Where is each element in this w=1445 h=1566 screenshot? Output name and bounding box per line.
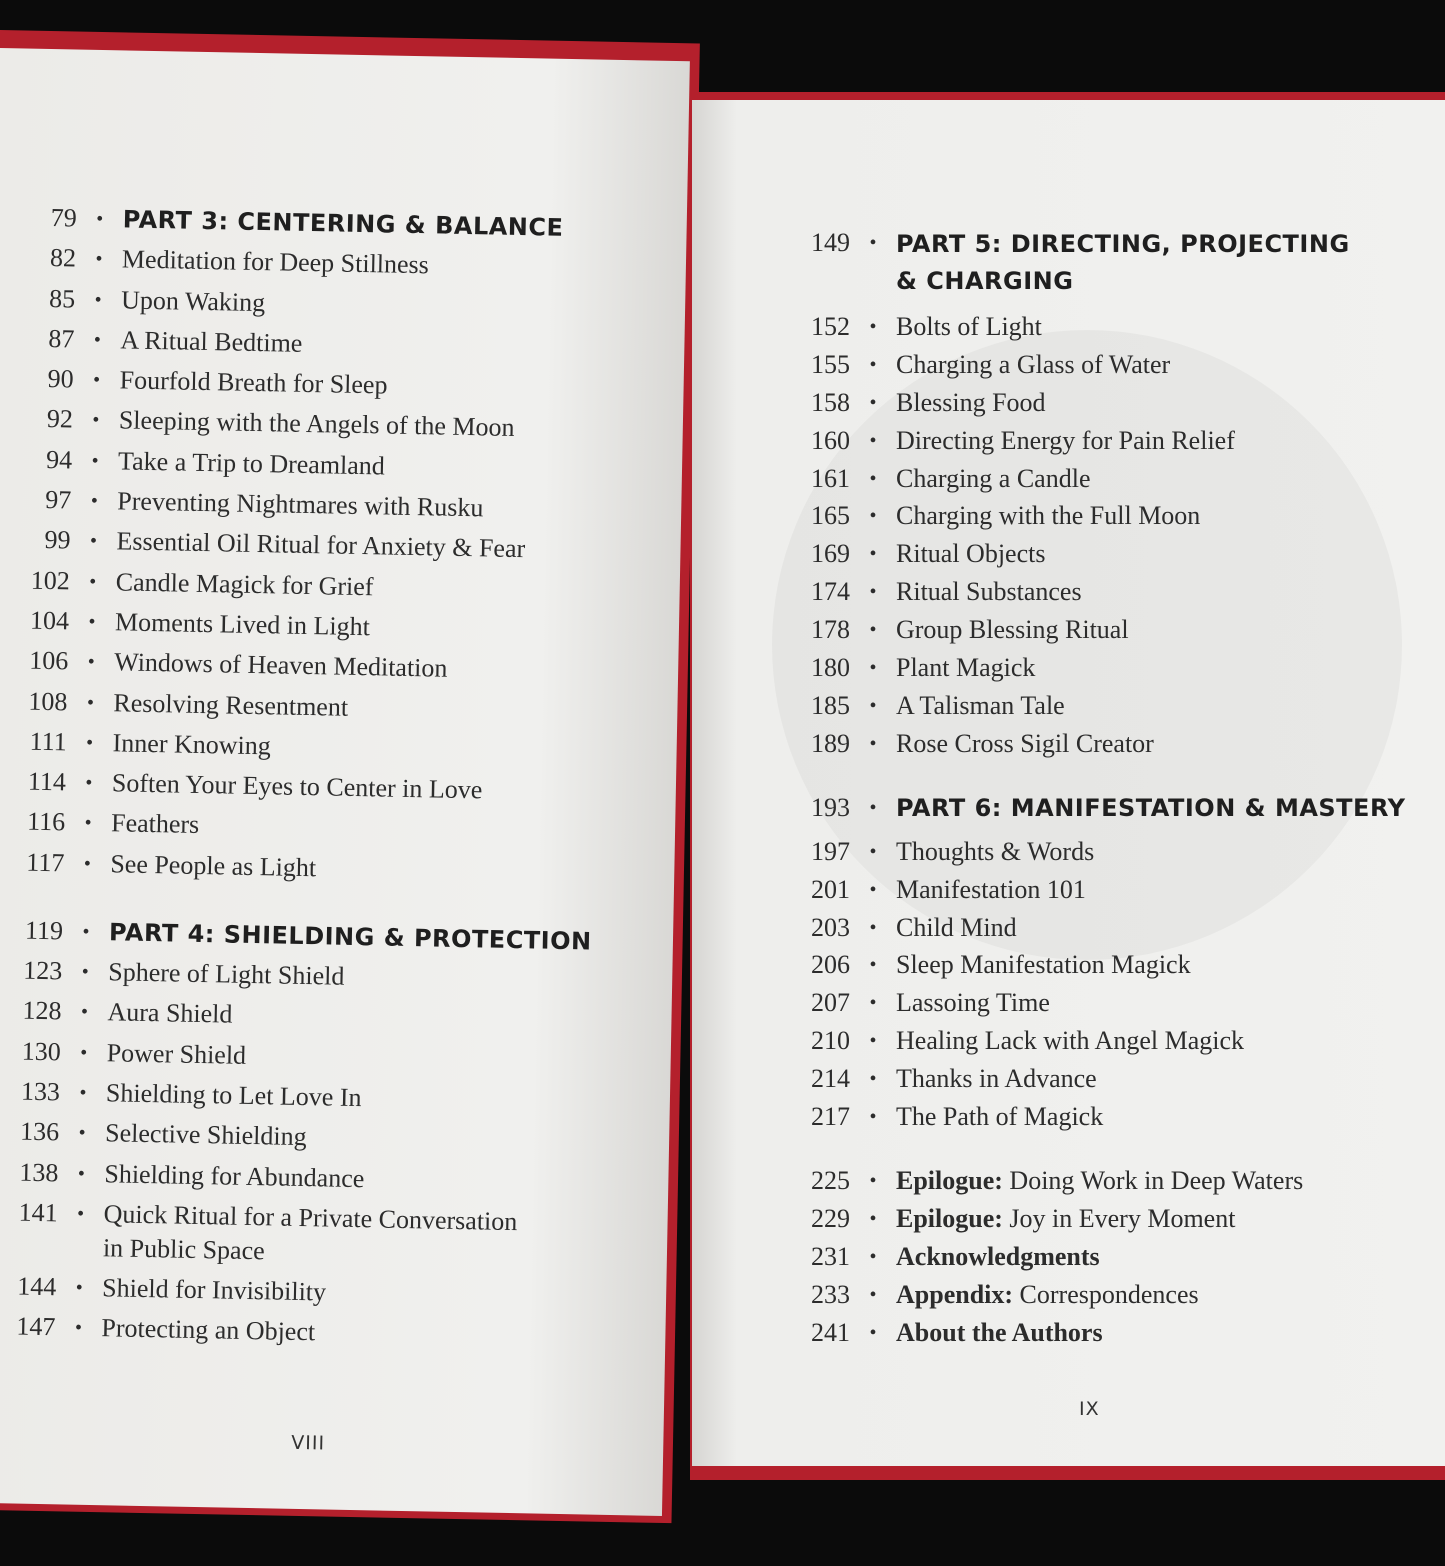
bullet: •: [869, 505, 877, 528]
toc-entry-title: [103, 1197, 640, 1275]
bullet: •: [80, 1041, 88, 1064]
bullet: •: [83, 852, 92, 875]
toc-entry-title: Candle Magick for Grief: [115, 566, 374, 601]
bullet: •: [869, 694, 877, 717]
toc-page-number: 144: [16, 1271, 57, 1302]
bullet: •: [869, 732, 877, 755]
toc-entry[interactable]: [792, 1164, 1412, 1198]
bullet: •: [91, 449, 99, 472]
toc-entry-title: Lassoing Time: [896, 988, 1050, 1018]
toc-page-number: 138: [19, 1157, 59, 1187]
bullet: •: [869, 619, 877, 642]
toc-page-number: 229: [811, 1203, 850, 1233]
toc-page-number: 119: [24, 915, 64, 946]
toc-page-number: 130: [21, 1036, 62, 1066]
bullet: •: [84, 812, 92, 835]
toc-entry-title: Essential Oil Ritual for Anxiety & Fear: [116, 526, 526, 564]
toc-entry[interactable]: [792, 462, 1412, 496]
toc-entry[interactable]: [4, 953, 645, 999]
toc-entry[interactable]: [7, 805, 648, 851]
toc-page-number: 87: [48, 323, 75, 354]
toc-page-number: 128: [22, 995, 62, 1026]
toc-page-number: 185: [811, 690, 850, 720]
toc-entry-title: Preventing Nightmares with Rusku: [117, 486, 484, 523]
toc-entry-title: A Talisman Tale: [896, 690, 1065, 720]
toc-page-number: 233: [811, 1279, 850, 1309]
toc-entry-title: Shielding for Abundance: [104, 1158, 365, 1193]
toc-left: [0, 200, 659, 1362]
toc-entry-title: Feathers: [110, 808, 200, 840]
toc-entry[interactable]: [8, 724, 649, 770]
bullet: •: [88, 610, 96, 633]
toc-entry-title: The Path of Magick: [896, 1102, 1104, 1132]
bullet: •: [77, 1162, 86, 1185]
toc-entry-title: Sleep Manifestation Magick: [896, 950, 1191, 980]
toc-page-number: 152: [811, 312, 850, 341]
bullet: •: [90, 489, 99, 513]
toc-page-number: 193: [811, 792, 850, 822]
toc-entry-lead: Epilogue:: [896, 1166, 1003, 1196]
toc-entry-subtitle: Joy in Every Moment: [1009, 1203, 1236, 1233]
toc-entry[interactable]: [13, 482, 654, 528]
toc-page-number: 155: [811, 349, 850, 379]
toc-page-number: 114: [27, 766, 67, 797]
bullet: •: [869, 840, 877, 863]
right-page: [692, 100, 1445, 1466]
page-folio-right: IX: [1079, 1398, 1100, 1420]
toc-entry-title-line1: Quick Ritual for a Private Conversation: [103, 1199, 518, 1236]
toc-entry-title: Bolts of Light: [896, 312, 1042, 341]
bullet: •: [93, 328, 102, 351]
bullet: •: [869, 467, 877, 490]
toc-entry[interactable]: [0, 1269, 638, 1315]
left-page: [0, 48, 690, 1516]
toc-page-number: 117: [26, 847, 65, 878]
toc-entry-title: Resolving Resentment: [113, 687, 349, 722]
toc-entry-title: Child Mind: [896, 912, 1017, 942]
toc-entry-title: [896, 1240, 1412, 1274]
toc-entry[interactable]: [792, 948, 1412, 982]
toc-page-number: 189: [811, 728, 850, 758]
toc-part-title-line2: & CHARGING: [896, 267, 1074, 295]
toc-entry[interactable]: [15, 402, 656, 448]
toc-entry[interactable]: [792, 1240, 1412, 1274]
toc-entry-subtitle: Correspondences: [1019, 1279, 1199, 1309]
toc-entry[interactable]: [1, 1114, 642, 1160]
toc-entry-title: Charging a Candle: [896, 463, 1091, 493]
toc-entry-title: [896, 1278, 1412, 1312]
toc-entry-title: [896, 1316, 1412, 1350]
bullet: •: [869, 878, 877, 901]
toc-entry[interactable]: [3, 994, 644, 1040]
toc-entry[interactable]: [0, 1310, 638, 1356]
toc-entry-title: Charging a Glass of Water: [896, 349, 1171, 379]
toc-part-title-line1: PART 5: DIRECTING, PROJECTING: [896, 230, 1350, 258]
bullet: •: [82, 920, 90, 943]
bullet: •: [869, 232, 877, 254]
toc-entry-title: Shield for Invisibility: [101, 1273, 327, 1307]
toc-part-heading[interactable]: [792, 226, 1412, 300]
toc-entry-title: Group Blessing Ritual: [896, 615, 1129, 645]
toc-entry-title: Thoughts & Words: [896, 836, 1095, 866]
toc-entry[interactable]: [11, 603, 652, 649]
toc-entry-lead: Appendix:: [896, 1279, 1014, 1309]
toc-page-number: 160: [811, 425, 850, 455]
bullet: •: [80, 1001, 89, 1024]
toc-page-number: 241: [811, 1317, 850, 1347]
toc-page-number: 197: [811, 836, 850, 866]
toc-page-number: 169: [811, 539, 850, 569]
toc-page-number: 102: [30, 565, 71, 596]
toc-page-number: 79: [50, 203, 78, 233]
toc-part-title: PART 6: MANIFESTATION & MASTERY: [896, 793, 1406, 822]
toc-entry[interactable]: [12, 523, 653, 569]
toc-entry-title: Upon Waking: [120, 284, 266, 317]
toc-entry[interactable]: [792, 911, 1412, 945]
toc-entry-title: Take a Trip to Dreamland: [117, 446, 386, 481]
bullet: •: [869, 1283, 877, 1306]
bullet: •: [869, 1106, 877, 1129]
toc-entry-title: Sphere of Light Shield: [108, 957, 345, 991]
toc-entry-title: See People as Light: [110, 849, 317, 882]
bullet: •: [869, 1321, 877, 1344]
toc-part-title: [896, 226, 1412, 300]
bullet: •: [869, 581, 877, 604]
toc-entry[interactable]: [0, 1195, 640, 1275]
toc-part-title: PART 4: SHIELDING & PROTECTION: [108, 918, 592, 956]
toc-entry[interactable]: [17, 281, 658, 327]
toc-entry[interactable]: [0, 1155, 641, 1201]
toc-entry-lead: Acknowledgments: [896, 1241, 1100, 1271]
toc-entry[interactable]: [2, 1034, 643, 1080]
toc-entry-title: Windows of Heaven Meditation: [113, 647, 448, 683]
toc-page-number: 106: [28, 645, 69, 676]
toc-entry-title-line2: in Public Space: [102, 1233, 266, 1266]
toc-entry-title: Rose Cross Sigil Creator: [896, 728, 1154, 758]
toc-part-heading[interactable]: [18, 200, 659, 246]
toc-entry-lead: About the Authors: [896, 1317, 1103, 1347]
toc-entry[interactable]: [792, 386, 1412, 420]
toc-entry-title: Charging with the Full Moon: [896, 501, 1201, 531]
bullet: •: [96, 207, 104, 231]
toc-entry-title: Plant Magick: [896, 653, 1036, 683]
toc-entry-title: [896, 1202, 1412, 1236]
toc-right: [792, 226, 1412, 1353]
toc-page-number: 178: [811, 615, 850, 645]
bullet: •: [79, 1081, 87, 1104]
toc-page-number: 147: [16, 1311, 56, 1342]
bullet: •: [89, 530, 98, 553]
toc-entry-title: Selective Shielding: [104, 1118, 307, 1152]
toc-entry-title: A Ritual Bedtime: [120, 325, 303, 358]
toc-page-number: 165: [811, 501, 850, 531]
toc-entry[interactable]: [792, 499, 1412, 533]
bullet: •: [869, 992, 877, 1015]
toc-page-number: 104: [29, 605, 70, 636]
bullet: •: [869, 954, 877, 977]
toc-entry-title: Ritual Substances: [896, 577, 1082, 607]
bullet: •: [869, 1245, 877, 1268]
bullet: •: [869, 796, 877, 819]
toc-entry[interactable]: [8, 764, 649, 810]
toc-entry[interactable]: [2, 1074, 643, 1120]
toc-entry[interactable]: [792, 1024, 1412, 1058]
toc-page-number: 149: [811, 228, 850, 257]
toc-part-heading[interactable]: [792, 791, 1412, 825]
toc-page-number: 206: [811, 950, 850, 980]
toc-page-number: 161: [811, 463, 850, 493]
toc-entry[interactable]: [16, 321, 657, 367]
toc-page-number: 207: [811, 988, 850, 1018]
toc-entry[interactable]: [6, 845, 647, 891]
toc-entry[interactable]: [792, 651, 1412, 685]
toc-page-number: 108: [28, 686, 68, 716]
toc-page-number: 116: [26, 807, 66, 837]
toc-page-number: 82: [49, 243, 77, 273]
toc-entry[interactable]: [18, 241, 659, 287]
toc-entry-title: Sleeping with the Angels of the Moon: [118, 405, 515, 443]
toc-entry-title: Protecting an Object: [101, 1313, 316, 1347]
bullet: •: [869, 1170, 877, 1193]
toc-page-number: 136: [19, 1116, 60, 1147]
toc-entry[interactable]: [792, 575, 1412, 609]
toc-page-number: 133: [20, 1076, 61, 1107]
bullet: •: [85, 731, 94, 754]
bullet: •: [89, 570, 97, 593]
bullet: •: [869, 1030, 877, 1053]
bullet: •: [869, 391, 877, 414]
toc-page-number: 217: [811, 1102, 850, 1132]
toc-page-number: 158: [811, 387, 850, 417]
bullet: •: [78, 1121, 86, 1145]
toc-page-number: 94: [45, 444, 73, 475]
toc-page-number: 97: [45, 485, 72, 515]
bullet: •: [869, 316, 877, 338]
toc-entry-title: Shielding to Let Love In: [105, 1078, 362, 1113]
toc-entry[interactable]: [792, 873, 1412, 907]
bullet: •: [85, 771, 93, 795]
bullet: •: [869, 429, 877, 452]
toc-entry[interactable]: [15, 362, 656, 408]
bullet: •: [869, 543, 877, 566]
toc-entry-title: Healing Lack with Angel Magick: [896, 1026, 1245, 1056]
toc-page-number: 210: [811, 1026, 850, 1056]
toc-entry[interactable]: [9, 684, 650, 730]
bullet: •: [869, 1207, 877, 1230]
page-folio-left: VIII: [291, 1431, 326, 1455]
bullet: •: [92, 409, 100, 432]
toc-page-number: 99: [44, 525, 71, 555]
toc-entry[interactable]: [792, 1278, 1412, 1312]
toc-page-number: 90: [47, 364, 74, 394]
bullet: •: [94, 288, 102, 311]
toc-entry[interactable]: [792, 1202, 1412, 1236]
toc-entry-title: Inner Knowing: [112, 728, 272, 761]
toc-entry-lead: Epilogue:: [896, 1203, 1003, 1233]
toc-part-heading[interactable]: [5, 913, 646, 959]
toc-entry-subtitle: Doing Work in Deep Waters: [1009, 1166, 1304, 1196]
bullet: •: [81, 960, 89, 983]
toc-page-number: 123: [23, 955, 63, 986]
toc-page-number: 214: [811, 1064, 850, 1094]
toc-page-number: 201: [811, 874, 850, 904]
bullet: •: [87, 651, 95, 674]
toc-page-number: 85: [48, 283, 76, 314]
toc-entry[interactable]: [792, 613, 1412, 647]
bullet: •: [75, 1276, 83, 1299]
toc-entry-title: Directing Energy for Pain Relief: [896, 425, 1235, 455]
toc-entry[interactable]: [792, 689, 1412, 723]
bullet: •: [74, 1317, 83, 1340]
toc-entry[interactable]: [792, 348, 1412, 382]
toc-entry[interactable]: [792, 1316, 1412, 1350]
toc-entry-title: Blessing Food: [896, 387, 1046, 417]
bullet: •: [869, 1068, 877, 1091]
toc-page-number: 174: [811, 577, 850, 607]
toc-entry[interactable]: [792, 727, 1412, 761]
toc-entry[interactable]: [792, 424, 1412, 458]
toc-page-number: 231: [811, 1241, 850, 1271]
toc-entry-title: Meditation for Deep Stillness: [121, 244, 430, 280]
toc-entry-title: Manifestation 101: [896, 874, 1086, 904]
bullet: •: [869, 657, 877, 680]
toc-entry[interactable]: [792, 835, 1412, 869]
toc-page-number: 111: [29, 726, 67, 757]
toc-entry[interactable]: [14, 442, 655, 488]
toc-page-number: 180: [811, 653, 850, 683]
toc-entry[interactable]: [792, 1100, 1412, 1134]
toc-page-number: 92: [46, 404, 74, 434]
bullet: •: [76, 1202, 85, 1225]
bullet: •: [92, 369, 101, 392]
bullet: •: [869, 353, 877, 376]
toc-page-number: 141: [18, 1197, 58, 1228]
toc-entry-title: Power Shield: [106, 1037, 247, 1070]
toc-entry-title: Soften Your Eyes to Center in Love: [111, 768, 483, 805]
toc-entry[interactable]: [792, 1062, 1412, 1096]
toc-entry-title: Aura Shield: [107, 997, 233, 1029]
toc-entry[interactable]: [11, 563, 652, 609]
toc-page-number: 203: [811, 912, 850, 942]
bullet: •: [869, 916, 877, 939]
toc-entry-title: Moments Lived in Light: [114, 607, 371, 642]
toc-entry[interactable]: [792, 986, 1412, 1020]
toc-page-number: 225: [811, 1166, 850, 1196]
toc-entry-title: Ritual Objects: [896, 539, 1046, 569]
bullet: •: [86, 691, 95, 714]
toc-entry-title: [896, 1164, 1412, 1198]
toc-entry[interactable]: [10, 644, 651, 690]
bullet: •: [95, 248, 103, 271]
toc-entry[interactable]: [792, 310, 1412, 344]
toc-entry-title: Fourfold Breath for Sleep: [119, 365, 388, 400]
toc-entry-title: Thanks in Advance: [896, 1064, 1097, 1094]
toc-part-title: PART 3: CENTERING & BALANCE: [122, 205, 564, 242]
toc-entry[interactable]: [792, 537, 1412, 571]
